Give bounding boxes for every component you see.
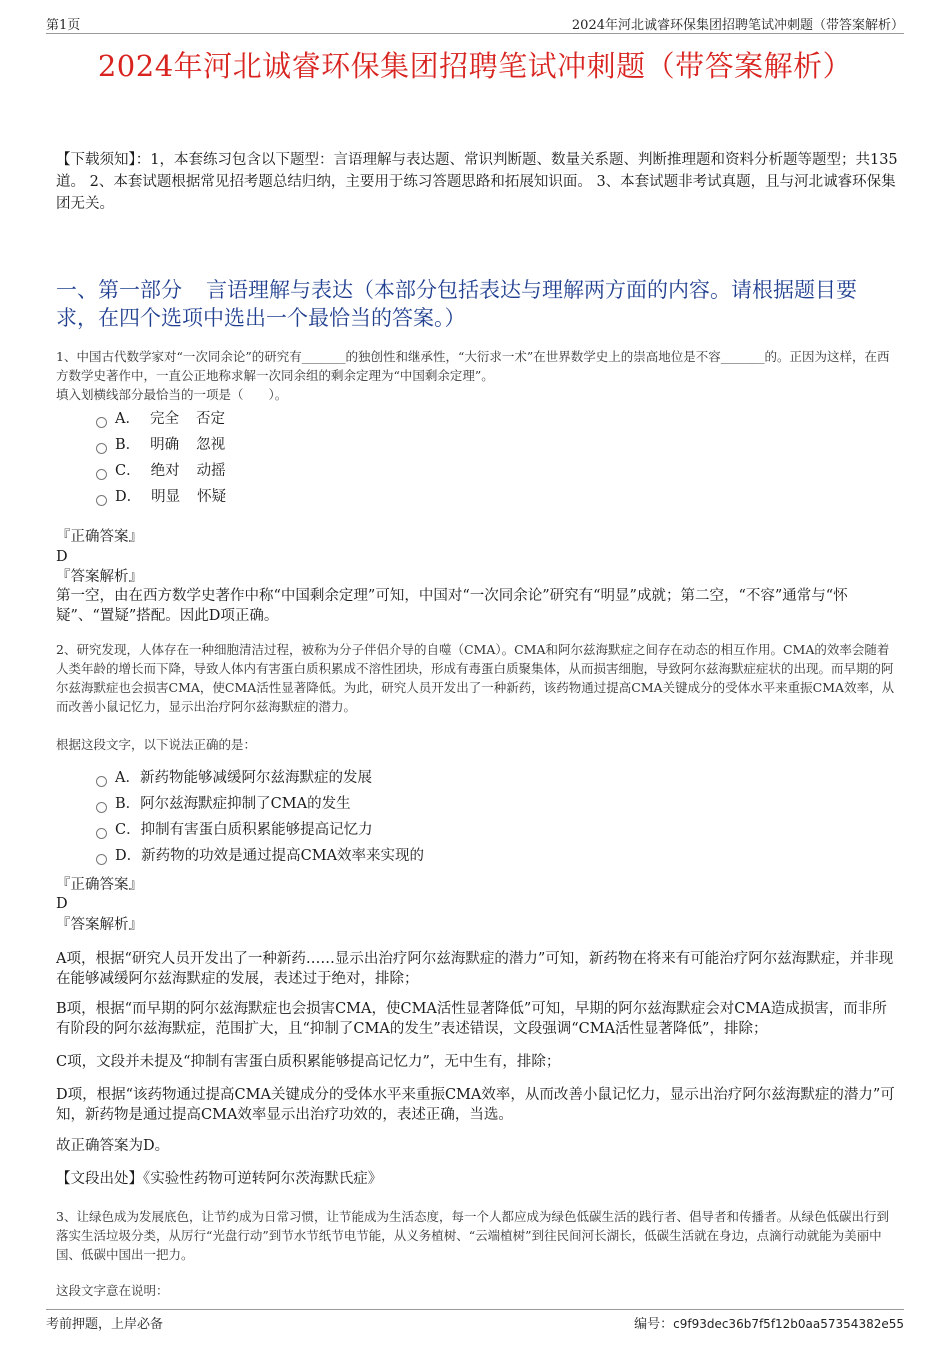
- section-title: 言语理解与表达（本部分包括表达与理解两方面的内容。请根据题目要求，在四个选项中选出一个最恰当的答案。）: [56, 278, 857, 330]
- header-divider: [46, 33, 904, 34]
- q2-source: 【文段出处】《实验性药物可逆转阿尔茨海默氏症》: [56, 1171, 383, 1187]
- q1-stem: 1、中国古代数学家对“一次同余论”的研究有_______的独创性和继承性，“大衍求一术”在世界数学史上的崇高地位是不容_______的。正因为这样，在西方数学史著作中，一直公正地称求解一次同余组的剩余定理为“中国剩余定理”。: [56, 349, 890, 383]
- q2-option-d[interactable]: D． 新药物的功效是通过提高CMA效率来实现的: [96, 843, 424, 869]
- q2-analysis-b: B项，根据“而早期的阿尔兹海默症也会损害CMA，使CMA活性显著降低”可知，早期的阿尔兹海默症会对CMA造成损害，而非所有阶段的阿尔兹海默症，范围扩大，且“抑制了CMA的发生”表述错误，文段强调“CMA活性显著降低”，排除；: [56, 1001, 887, 1037]
- footer-slogan: 考前押题，上岸必备: [46, 1317, 164, 1332]
- footer-code: [634, 1313, 904, 1332]
- q2-answer-label: 『正确答案』: [56, 877, 143, 893]
- q1-option-a[interactable]: A． 完全 否定: [96, 406, 226, 432]
- radio-icon[interactable]: [96, 495, 107, 506]
- radio-icon[interactable]: [96, 802, 107, 813]
- q1-option-d[interactable]: D． 明显 怀疑: [96, 484, 226, 510]
- radio-icon[interactable]: [96, 828, 107, 839]
- q1-answer: D: [56, 549, 68, 565]
- radio-icon[interactable]: [96, 417, 107, 428]
- section-heading: [56, 276, 898, 332]
- q2-options: [96, 765, 424, 869]
- page-title: 2024年河北诚睿环保集团招聘笔试冲刺题（带答案解析）: [97, 49, 853, 83]
- section-part: 一、第一部分: [56, 278, 182, 302]
- q2-analysis-a: A项，根据“研究人员开发出了一种新药……显示出治疗阿尔兹海默症的潜力”可知，新药物在将来有可能治疗阿尔兹海默症，并非现在能够减缓阿尔兹海默症的发展，表述过于绝对，排除；: [56, 951, 894, 987]
- q2-prompt: 根据这段文字，以下说法正确的是：: [56, 737, 257, 752]
- radio-icon[interactable]: [96, 776, 107, 787]
- download-notice: 【下载须知】：1，本套练习包含以下题型：言语理解与表达题、常识判断题、数量关系题、判断推理题和资料分析题等题型；共135道。 2、本套试题根据常见招考题总结归纳，主要用于练习答题思路和拓展知识面。 3、本套试题非考试真题，且与河北诚睿环保集团无关。: [56, 152, 898, 212]
- q3-stem: 3、让绿色成为发展底色，让节约成为日常习惯，让节能成为生活态度，每一个人都应成为绿色低碳生活的践行者、倡导者和传播者。从绿色低碳出行到落实生活垃圾分类，从厉行“光盘行动”到节水节纸节电节能，从义务植树、“云端植树”到往民间河长湖长，低碳生活就在身边，点滴行动就能为美丽中国、低碳中国出一把力。: [56, 1209, 889, 1262]
- q2-analysis-d: D项，根据“该药物通过提高CMA关键成分的受体水平来重振CMA效率，从而改善小鼠记忆力，显示出治疗阿尔兹海默症的潜力”可知，新药物是通过提高CMA效率显示出治疗功效的，表述正确，当选。: [56, 1087, 895, 1123]
- q2-option-a[interactable]: A． 新药物能够减缓阿尔兹海默症的发展: [96, 765, 424, 791]
- q1-option-c[interactable]: C． 绝对 动摇: [96, 458, 226, 484]
- header-doc-title: 2024年河北诚睿环保集团招聘笔试冲刺题（带答案解析）: [571, 18, 904, 33]
- q1-answer-label: 『正确答案』: [56, 529, 143, 545]
- q2-answer: D: [56, 896, 68, 912]
- q2-option-c[interactable]: C． 抑制有害蛋白质积累能够提高记忆力: [96, 817, 424, 843]
- q1-analysis: 第一空，由在西方数学史著作中称“中国剩余定理”可知，中国对“一次同余论”研究有“明显”成就；第二空，“不容”通常与“怀疑”、“置疑”搭配。因此D项正确。: [56, 588, 848, 624]
- q2-option-b[interactable]: B． 阿尔兹海默症抑制了CMA的发生: [96, 791, 424, 817]
- q1-options: [96, 406, 226, 510]
- radio-icon[interactable]: [96, 469, 107, 480]
- q2-analysis-label: 『答案解析』: [56, 917, 143, 933]
- q1-prompt: 填入划横线部分最恰当的一项是（ ）。: [56, 387, 288, 402]
- q2-stem: 2、研究发现，人体存在一种细胞清洁过程，被称为分子伴侣介导的自噬（CMA）。CMA和阿尔兹海默症之间存在动态的相互作用。CMA的效率会随着人类年龄的增长而下降，导致人体内有害蛋白质积累成不溶性团块，形成有毒蛋白质聚集体，从而损害细胞，导致阿尔兹海默症症状的出现。而早期的阿尔兹海默症也会损害CMA，使CMA活性显著降低。为此，研究人员开发出了一种新药，该药物通过提高CMA关键成分的受体水平来重振CMA效率，从而改善小鼠记忆力，显示出治疗阿尔兹海默症的潜力。: [56, 642, 895, 714]
- q2-analysis-c: C项，文段并未提及“抑制有害蛋白质积累能够提高记忆力”，无中生有，排除；: [56, 1054, 561, 1070]
- footer-code-label: 编号：: [634, 1317, 674, 1332]
- header-page-number: 第1页: [46, 18, 81, 33]
- q2-conclusion: 故正确答案为D。: [56, 1138, 170, 1154]
- q1-option-b[interactable]: B． 明确 忽视: [96, 432, 226, 458]
- radio-icon[interactable]: [96, 443, 107, 454]
- q3-prompt: 这段文字意在说明：: [56, 1283, 169, 1298]
- footer-code-value: c9f93dec36b7f5f12b0aa57354382e55: [673, 1317, 904, 1331]
- q1-analysis-label: 『答案解析』: [56, 569, 143, 585]
- radio-icon[interactable]: [96, 854, 107, 865]
- footer-divider: [46, 1309, 904, 1310]
